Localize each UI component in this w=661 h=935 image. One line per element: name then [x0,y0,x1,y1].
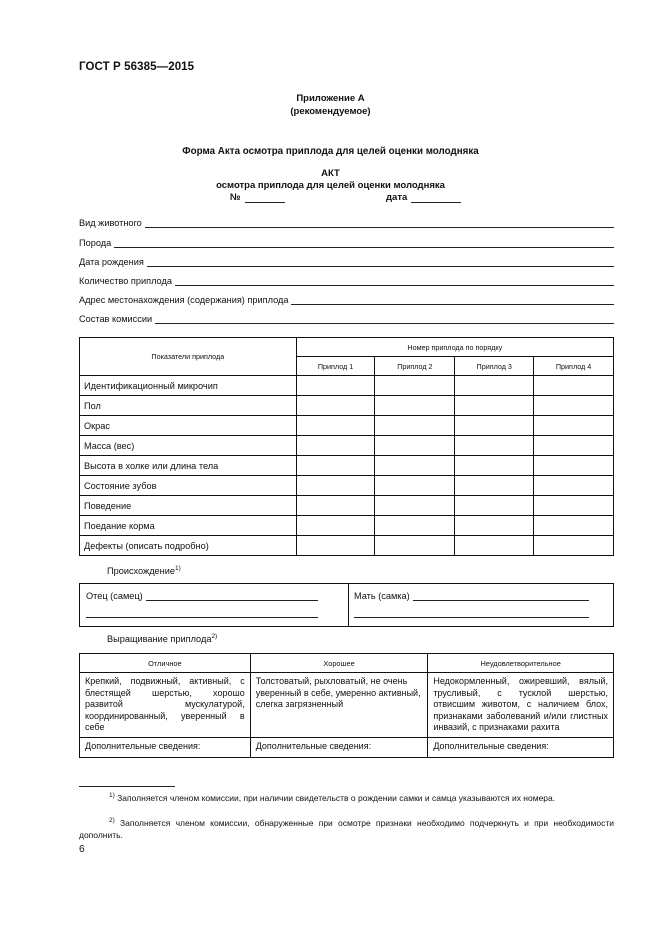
rearing-poor-description: Недокормленный, ожиревший, вялый, трусливый, с тусклой шерстью, отвисшим животом, с наличием блох, признаками заболеваний и/или глистных инвазий, с признаками рахита [428,673,614,738]
rearing-table [79,653,614,758]
appendix-subtitle: (рекомендуемое) [290,106,371,117]
field-label: Дата рождения [79,257,144,267]
additional-info-3[interactable]: Дополнительные сведения: [428,738,614,758]
table-cell[interactable] [296,516,375,536]
row-label: Дефекты (описать подробно) [80,536,297,556]
table-cell[interactable] [455,396,534,416]
rearing-good-header: Хорошее [250,654,428,673]
father-label: Отец (самец) [86,591,143,601]
table-cell[interactable] [534,456,614,476]
litter-3-header: Приплод 3 [455,357,534,376]
table-cell[interactable] [534,536,614,556]
act-number-row [230,192,285,203]
field-label: Количество приплода [79,276,172,286]
field-breed [79,234,614,248]
table-cell[interactable] [375,436,455,456]
field-label: Состав комиссии [79,314,153,324]
field-address [79,291,614,305]
row-label: Масса (вес) [80,436,297,456]
footnote-2 [79,815,614,841]
table-row [80,536,614,556]
field-animal-species [79,214,614,228]
field-birth-date [79,253,614,267]
act-title: АКТ [321,168,340,179]
field-line[interactable] [145,217,614,228]
table-cell[interactable] [296,376,375,396]
rearing-text: Выращивание приплода [107,634,212,645]
standard-number: ГОСТ Р 56385—2015 [79,61,195,73]
table-cell[interactable] [296,476,375,496]
row-label: Состояние зубов [80,476,297,496]
mother-field [354,589,589,601]
origin-footnote-mark: 1) [174,565,181,572]
field-commission [79,310,614,324]
row-label: Пол [80,396,297,416]
field-label: Вид животного [79,218,142,228]
table-row [80,376,614,396]
table-cell[interactable] [375,416,455,436]
form-title: Форма Акта осмотра приплода для целей оценки молодняка [182,146,479,157]
table-cell[interactable] [534,516,614,536]
table-cell[interactable] [455,436,534,456]
mother-label: Мать (самка) [354,591,410,601]
rearing-footnote-mark: 2) [211,633,218,640]
mother-line[interactable] [413,591,589,601]
table-cell[interactable] [534,496,614,516]
mother-line-2[interactable] [354,608,589,618]
table-cell[interactable] [455,536,534,556]
table-cell[interactable] [534,396,614,416]
table-cell[interactable] [296,416,375,436]
litter-2-header: Приплод 2 [375,357,455,376]
footnote-separator [79,786,175,787]
act-number-line[interactable] [245,193,285,203]
row-label: Поедание корма [80,516,297,536]
rearing-label [107,633,217,644]
table-cell[interactable] [455,496,534,516]
table-cell[interactable] [455,456,534,476]
row-label: Идентификационный микрочип [80,376,297,396]
field-line[interactable] [147,256,614,267]
origin-text: Происхождение [107,566,175,577]
act-date-line[interactable] [411,193,461,203]
indicators-header: Показатели приплода [80,338,297,376]
table-row [80,476,614,496]
father-field [86,589,318,601]
litter-4-header: Приплод 4 [534,357,614,376]
row-label: Высота в холке или длина тела [80,456,297,476]
field-label: Адрес местонахождения (содержания) приплода [79,295,289,305]
father-line[interactable] [146,591,318,601]
father-line-2[interactable] [86,608,318,618]
field-litter-count [79,272,614,286]
additional-info-1[interactable]: Дополнительные сведения: [80,738,251,758]
rearing-excellent-header: Отличное [80,654,251,673]
table-cell[interactable] [534,476,614,496]
footnote-1-mark: 1) [109,792,115,799]
footnote-2-text: Заполняется членом комиссии, обнаруженные при осмотре признаки необходимо подчеркнуть и при необходимости дополнить. [79,817,614,840]
footnote-2-mark: 2) [109,817,115,824]
litter-number-header: Номер приплода по порядку [296,338,613,357]
table-cell[interactable] [455,516,534,536]
table-cell[interactable] [534,436,614,456]
table-cell[interactable] [296,456,375,476]
table-cell[interactable] [296,536,375,556]
field-line[interactable] [155,313,614,324]
table-cell[interactable] [534,376,614,396]
table-cell[interactable] [375,476,455,496]
act-number-label: № [230,192,241,203]
rearing-good-description: Толстоватый, рыхловатый, не очень уверенный в себе, умеренно активный, слегка загрязненный [250,673,428,738]
field-line[interactable] [175,275,614,286]
table-cell[interactable] [296,396,375,416]
act-subtitle: осмотра приплода для целей оценки молодняка [216,180,445,191]
table-cell[interactable] [375,496,455,516]
rearing-poor-header: Неудовлетворительное [428,654,614,673]
origin-box [79,583,614,627]
act-date-label: дата [386,192,408,203]
origin-label [107,565,181,576]
table-row [80,436,614,456]
table-cell[interactable] [455,476,534,496]
table-row [80,416,614,436]
table-cell[interactable] [375,376,455,396]
table-cell[interactable] [534,416,614,436]
table-row [80,496,614,516]
table-cell[interactable] [375,516,455,536]
origin-divider [348,584,349,626]
field-label: Порода [79,238,112,248]
act-date-row [386,192,461,203]
table-cell[interactable] [455,376,534,396]
row-label: Поведение [80,496,297,516]
appendix-title: Приложение А [296,93,365,104]
field-line[interactable] [114,237,614,248]
row-label: Окрас [80,416,297,436]
table-row [80,516,614,536]
field-line[interactable] [291,294,614,305]
table-cell[interactable] [296,496,375,516]
table-cell[interactable] [296,436,375,456]
table-cell[interactable] [375,536,455,556]
table-cell[interactable] [375,396,455,416]
table-cell[interactable] [455,416,534,436]
footnote-1-text: Заполняется членом комиссии, при наличии свидетельств о рождении самки и самца указываются их номера. [117,792,556,803]
rearing-excellent-description: Крепкий, подвижный, активный, с блестящей шерстью, хорошо развитой мускулатурой, координированный, уверенный в себе [80,673,251,738]
page-number: 6 [79,844,85,855]
additional-info-2[interactable]: Дополнительные сведения: [250,738,428,758]
table-row [80,396,614,416]
litter-1-header: Приплод 1 [296,357,375,376]
footnote-1 [79,790,614,804]
indicators-table [79,337,614,556]
table-cell[interactable] [375,456,455,476]
table-row [80,456,614,476]
